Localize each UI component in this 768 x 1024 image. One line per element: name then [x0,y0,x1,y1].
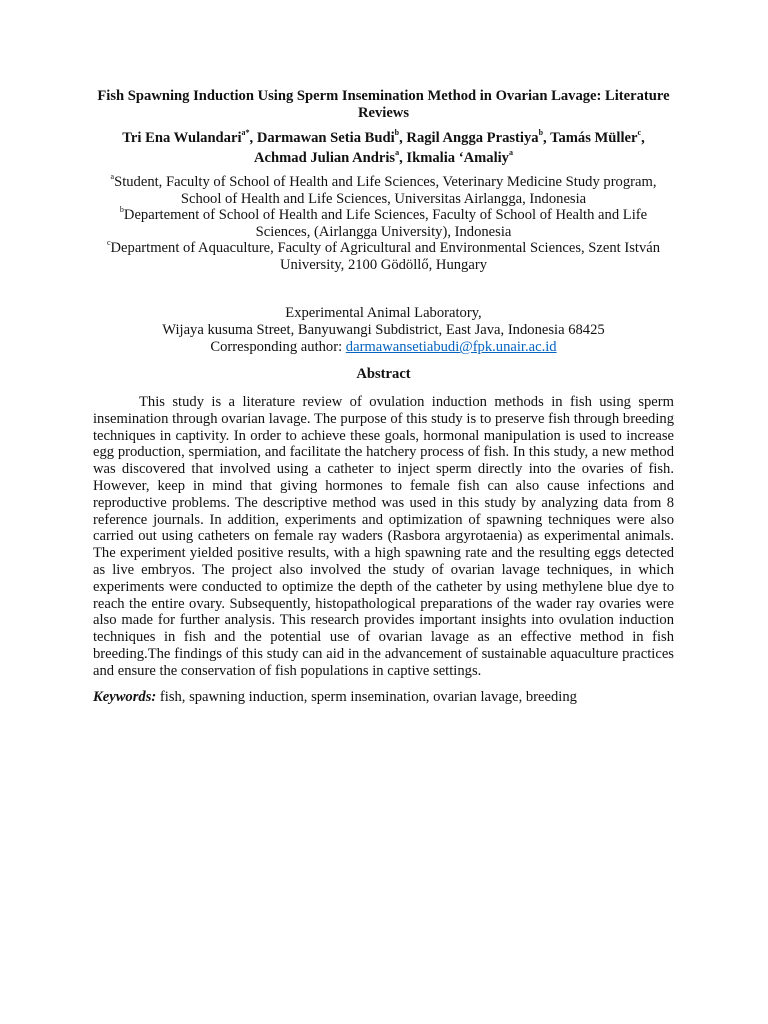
author-list [93,128,674,168]
affiliation-text: Departement of School of Health and Life Sciences, Faculty of School of Health and Life Sciences, (Airlangga University), Indonesia [123,207,648,240]
affiliation-list [93,174,674,273]
author-sup: b [538,128,544,138]
affiliation-b [93,207,674,240]
author-name: Ragil Angga Prastiya [406,130,539,146]
affiliation-sup: c [106,238,111,248]
author-name: Achmad Julian Andris [254,150,396,166]
author-separator: , [543,130,551,146]
lab-street: Wijaya kusuma Street, Banyuwangi Subdistrict, East Java, Indonesia 68425 [162,322,605,338]
abstract-body: This study is a literature review of ovulation induction methods in fish using sperm insemination through ovarian lavage. The purpose of this study is to preserve fish through breeding techniques in captivity. In order to achieve these goals, hormonal manipulation is used to increase egg production, spermiation, and facilitate the hatchery process of fish. In this study, a new method was discovered that involved using a catheter to inject sperm directly into the ovaries of fish. However, keep in mind that giving hormones to female fish can also cause infections and reproductive problems. The descriptive method was used in this study by analyzing data from 8 reference journals. In addition, experiments and optimization of spawning techniques were also carried out using catheters on female ray waders (Rasbora argyrotaenia) as experimental animals. The experiment yielded positive results, with a high spawning rate and the resulting eggs detected as live embryos. The project also involved the study of ovarian lavage techniques, in which experiments were conducted to optimize the depth of the catheter by using methylene blue dye to reach the entire ovary. Subsequently, histopathological preparations of the wader ray ovaries were also made for further analysis. This research provides important insights into ovulation induction techniques in fish and the potential use of ovarian lavage as an effective method in fish breeding.The findings of this study can aid in the advancement of sustainable aquaculture practices and ensure the conservation of fish populations in captive settings. [93,394,674,679]
author-sup: b [394,128,400,138]
affiliation-c [93,240,674,273]
author-sup: a [395,148,400,158]
corresponding-email-link[interactable]: darmawansetiabudi@fpk.unair.ac.id [345,339,557,355]
paper-title: Fish Spawning Induction Using Sperm Insemination Method in Ovarian Lavage: Literature Reviews [97,88,670,121]
author-sup: a [508,148,513,158]
keywords-label: Keywords: [93,688,157,705]
affiliation-text: Student, Faculty of School of Health and Life Sciences, Veterinary Medicine Study program, School of Health and Life Sciences, Universitas Airlangga, Indonesia [114,174,657,207]
corresponding-label: Corresponding author: [210,339,346,355]
affiliation-a [93,174,674,207]
paper-page [93,88,674,706]
affiliation-text: Department of Aquaculture, Faculty of Agricultural and Environmental Sciences, Szent István University, 2100 Gödöllő, Hungary [110,240,661,273]
lab-name: Experimental Animal Laboratory, [285,305,482,321]
author-sup: c [637,128,642,138]
author-name: Tri Ena Wulandari [122,130,242,146]
author-separator: , [641,130,645,146]
corresponding-author [93,339,674,356]
author-name: Tamás Müller [550,130,638,146]
affiliation-sup: a [110,172,115,182]
keywords-line [93,689,674,706]
keywords-text: fish, spawning induction, sperm insemination, ovarian lavage, breeding [156,688,577,705]
author-name: Ikmalia ‘Amaliy [406,150,509,166]
author-separator: , [249,130,257,146]
author-name: Darmawan Setia Budi [256,130,395,146]
laboratory-address [93,305,674,356]
abstract-heading: Abstract [356,366,411,382]
author-sup: a* [241,128,250,138]
affiliation-sup: b [119,205,124,215]
author-separator: , [399,130,407,146]
author-separator: , [399,150,407,166]
